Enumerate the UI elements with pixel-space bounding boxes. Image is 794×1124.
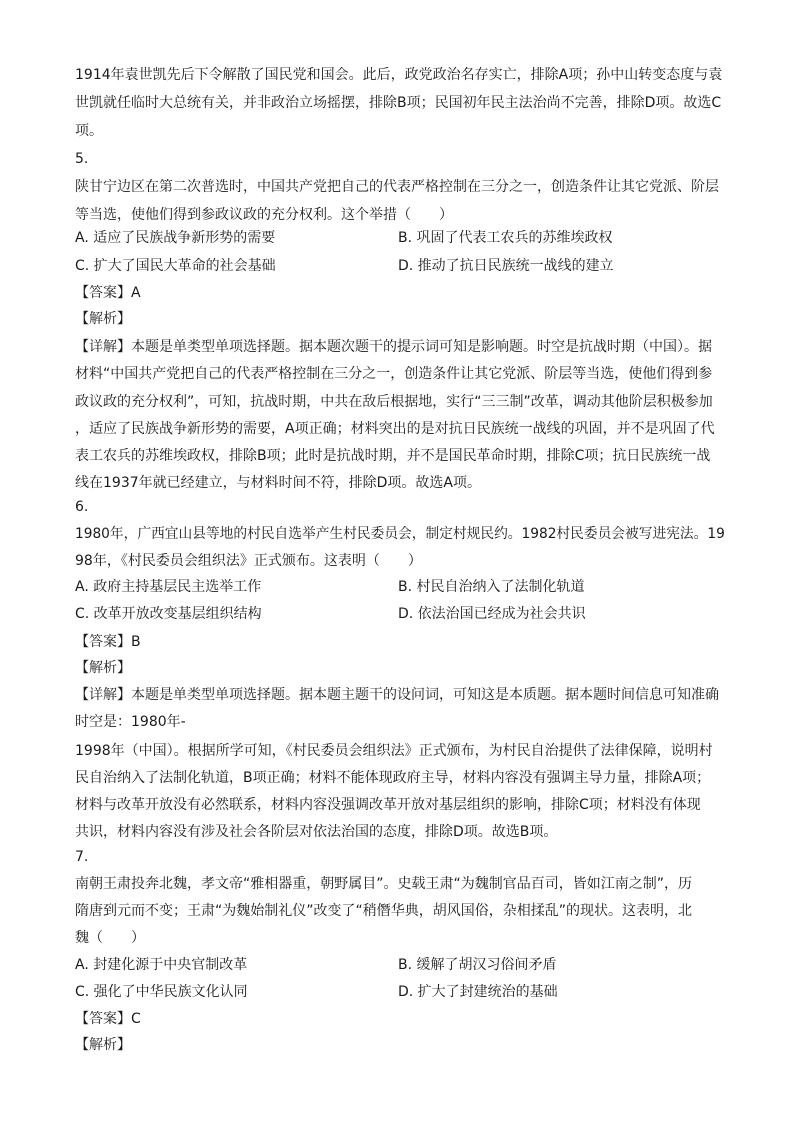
question-number: 5. <box>75 151 89 167</box>
detail-line: 材料与改革开放没有必然联系，材料内容没强调改革开放对基层组织的影响，排除C项；材料没有体现 <box>75 797 701 813</box>
answer-row <box>75 1009 141 1029</box>
detail-line: 材料“中国共产党把自己的代表严格控制在三分之一，创造条件让其它党派、阶层等当选，使他们得到参 <box>75 366 713 382</box>
detail-line: 政议政的充分权利”，可知，抗战时期，中共在敌后根据地，实行“三三制”改革，调动其他阶层积极参加 <box>75 394 713 410</box>
answer-value: C <box>131 1011 141 1027</box>
question-stem: 98年，《村民委员会组织法》正式颁布。这表明（ ） <box>75 553 422 569</box>
question-stem: 1980年，广西宜山县等地的村民自选举产生村民委员会，制定村规民约。1982村民委员会被写进宪法。19 <box>75 526 725 542</box>
answer-row <box>75 632 141 652</box>
detail-line: 线在1937年就已经建立，与材料时间不符，排除D项。故选A项。 <box>75 475 481 491</box>
answer-label: 【答案】 <box>75 285 131 301</box>
answer-value: A <box>131 285 141 301</box>
option-b: B. 村民自治纳入了法制化轨道 <box>398 579 585 595</box>
question-stem: 隋唐到元而不变；王肃“为魏始制礼仪”改变了“稍僭华典，胡风国俗，杂相揉乱”的现状。这表明，北 <box>75 903 693 919</box>
option-d: D. 依法治国已经成为社会共识 <box>398 606 586 622</box>
option-d: D. 扩大了封建统治的基础 <box>398 984 558 1000</box>
detail-line: 民自治纳入了法制化轨道，B项正确；材料不能体现政府主导，材料内容没有强调主导力量，排除A项； <box>75 770 711 786</box>
option-a: A. 适应了民族战争新形势的需要 <box>75 230 276 246</box>
answer-label: 【答案】 <box>75 634 131 650</box>
prev-analysis-line: 世凯就任临时大总统有关，并非政治立场摇摆，排除B项；民国初年民主法治尚不完善，排除D项。故选C <box>75 95 722 111</box>
detail-line: ，适应了民族战争新形势的需要，A项正确；材料突出的是对抗日民族统一战线的巩固，并不是巩固了代 <box>75 421 715 437</box>
analysis-label: 【解析】 <box>75 311 131 327</box>
question-stem: 魏（ ） <box>75 930 145 946</box>
detail-line: 时空是：1980年- <box>75 714 186 730</box>
question-stem: 陕甘宁边区在第二次普选时，中国共产党把自己的代表严格控制在三分之一，创造条件让其它党派、阶层 <box>75 179 719 195</box>
option-b: B. 缓解了胡汉习俗间矛盾 <box>398 957 557 973</box>
prev-analysis-line: 1914年袁世凯先后下令解散了国民党和国会。此后，政党政治名存实亡，排除A项；孙中山转变态度与袁 <box>75 67 723 83</box>
detail-line: 【详解】本题是单类型单项选择题。据本题主题干的设问词，可知这是本质题。据本题时间信息可知准确 <box>75 687 719 703</box>
option-a: A. 封建化源于中央官制改革 <box>75 957 248 973</box>
detail-line: 共识，材料内容没有涉及社会各阶层对依法治国的态度，排除D项。故选B项。 <box>75 824 558 840</box>
analysis-label: 【解析】 <box>75 660 131 676</box>
option-a: A. 政府主持基层民主选举工作 <box>75 579 262 595</box>
question-stem: 等当选，使他们得到参政议政的充分权利。这个举措（ ） <box>75 207 453 223</box>
option-d: D. 推动了抗日民族统一战线的建立 <box>398 258 614 274</box>
question-number: 7. <box>75 849 89 865</box>
detail-line: 【详解】本题是单类型单项选择题。据本题次题干的提示词可知是影响题。时空是抗战时期（中国）。据 <box>75 339 712 355</box>
question-number: 6. <box>75 499 89 515</box>
option-b: B. 巩固了代表工农兵的苏维埃政权 <box>398 230 613 246</box>
answer-row <box>75 283 141 303</box>
option-c: C. 扩大了国民大革命的社会基础 <box>75 258 276 274</box>
prev-analysis-line: 项。 <box>75 123 103 139</box>
answer-label: 【答案】 <box>75 1011 131 1027</box>
analysis-label: 【解析】 <box>75 1037 131 1053</box>
answer-value: B <box>131 634 141 650</box>
detail-line: 1998年（中国）。根据所学可知，《村民委员会组织法》正式颁布，为村民自治提供了法律保障，说明村 <box>75 743 713 759</box>
option-c: C. 改革开放改变基层组织结构 <box>75 606 262 622</box>
option-c: C. 强化了中华民族文化认同 <box>75 984 248 1000</box>
detail-line: 表工农兵的苏维埃政权，排除B项；此时是抗战时期，并不是国民革命时期，排除C项；抗日民族统一战 <box>75 448 711 464</box>
question-stem: 南朝王肃投奔北魏，孝文帝“雅相器重，朝野属目”。史载王肃“为魏制官品百司，皆如江南之制”，历 <box>75 876 693 892</box>
